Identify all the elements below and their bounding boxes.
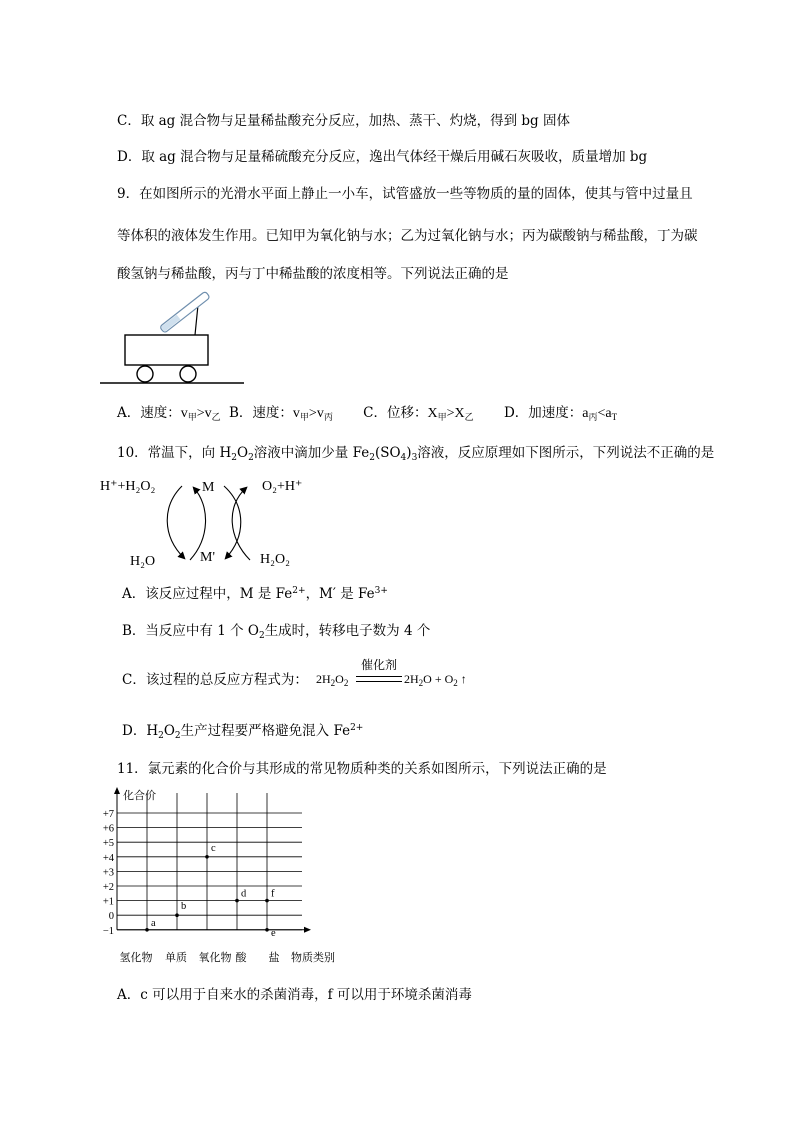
point-label-c: c [211, 842, 216, 854]
q9-stem-line1: 9．在如图所示的光滑水平面上静止一小车，试管盛放一些等物质的量的固体，使其与管中过量且 [117, 186, 693, 202]
equation-right: $2H_2O + O_2$ ↑ [404, 672, 467, 688]
equation-left: $2H_2O_2$ [316, 672, 349, 688]
x-axis-arrow [304, 927, 311, 933]
cart-body [125, 335, 208, 365]
cycle-top-left: H⁺+H₂O₂ [100, 479, 156, 494]
sub-text: 甲 [437, 412, 447, 422]
q11-stem: 11．氯元素的化合价与其形成的常见物质种类的关系如图所示，下列说法正确的是 [117, 761, 607, 777]
x-category-label: 氢化物 [119, 950, 153, 964]
q9-stem-line3: 酸氢钠与稀盐酸，丙与丁中稀盐酸的浓度相等。下列说法正确的是 [117, 266, 509, 282]
x-axis-label: 物质类别 [291, 950, 335, 964]
cycle-bot-left: H₂O [130, 554, 156, 569]
x-category-label: 氧化物 [198, 950, 232, 964]
y-tick-label: +3 [102, 867, 114, 879]
text-part: 生成时，转移电子数为 4 个 [264, 623, 431, 639]
point-label-b: b [181, 901, 187, 913]
point-f [265, 899, 269, 903]
q10-stem: 10．常温下，向 $H_2O_2$溶液中滴加少量 $Fe_2(SO_4)_3$溶液，反应原理如下图所示，下列说法不正确的是 [117, 445, 715, 463]
x-category-label: 盐 [268, 950, 280, 964]
point-c [205, 855, 209, 859]
sub-text: 甲 [299, 412, 309, 422]
q10-option-b: B．当反应中有 1 个 $O_2$生成时，转移电子数为 4 个 [122, 623, 431, 641]
arc-left-down [167, 486, 184, 558]
sub-text: 丙 [323, 412, 333, 422]
test-tube [160, 291, 211, 333]
cycle-top-mid: M [202, 480, 215, 495]
q9-options: A．速度：$v_甲>v_乙$ B．速度：$v_甲>v_丙$ C．位移：$X_甲>X_乙$ D．加速度：$a_丙<a_T$ [117, 405, 618, 422]
q10-option-d: D．$H_2O_2$生产过程要严格避免混入 $Fe^{2+}$ [122, 723, 364, 741]
q9-option-b-label: B．速度： [228, 405, 293, 421]
text-part: ) [406, 445, 412, 461]
y-tick-label: 0 [108, 911, 114, 923]
y-tick-label: +1 [102, 896, 114, 908]
point-label-e: e [271, 927, 276, 939]
q11-option-a: A．c 可以用于自来水的杀菌消毒，f 可以用于环境杀菌消毒 [117, 987, 472, 1003]
cart-wheel-right [180, 366, 196, 382]
y-axis-arrow [114, 787, 120, 794]
text-part: O [163, 723, 175, 739]
cycle-bot-right: H₂O₂ [260, 552, 290, 567]
point-label-d: d [241, 888, 247, 900]
q8-option-d: D．取 ag 混合物与足量稀硫酸充分反应，逸出气体经干燥后用碱石灰吸收，质量增加 bg [117, 149, 648, 165]
sub-text: T [611, 412, 618, 422]
cycle-top-right: O₂+H⁺ [262, 479, 303, 494]
valence-chart-svg [92, 785, 342, 975]
y-tick-label: −1 [102, 925, 114, 937]
point-label-f: f [271, 888, 275, 900]
q10-option-a: A．该反应过程中，M 是 $Fe^{2+}$，M′ 是 $Fe^{3+}$ [122, 586, 388, 602]
y-tick-label: +5 [102, 838, 114, 850]
valence-chart [92, 785, 342, 975]
text-part: O [236, 445, 249, 461]
text-part: ，M′ 是 Fe [305, 586, 375, 602]
cart-figure [98, 290, 248, 390]
cart-wheel-left [137, 366, 153, 382]
text-part: A．该反应过程中，M 是 Fe [122, 586, 293, 602]
y-tick-label: +6 [102, 823, 114, 835]
q9-option-c-label: C．位移： [363, 405, 428, 421]
x-category-label: 单质 [165, 950, 187, 964]
point-e [265, 928, 269, 932]
cycle-bot-mid: M' [200, 550, 215, 565]
point-d [235, 899, 239, 903]
text-part: D．H [122, 723, 159, 739]
y-tick-label: +4 [102, 852, 114, 864]
text-part: (SO [374, 445, 401, 461]
q8-option-c: C．取 ag 混合物与足量稀盐酸充分反应，加热、蒸干、灼烧，得到 bg 固体 [117, 113, 570, 129]
y-tick-label: +7 [102, 809, 114, 820]
equation-equals [356, 676, 402, 682]
text-part: 溶液中滴加少量 Fe [253, 445, 370, 461]
point-b [175, 913, 179, 917]
q9-option-a-label: A．速度： [117, 405, 181, 421]
q10-option-c [122, 670, 308, 690]
y-axis-label: 化合价 [123, 789, 156, 802]
q9-option-d-label: D．加速度： [503, 405, 583, 421]
point-label-a: a [151, 917, 156, 929]
q9-stem-line2: 等体积的液体发生作用。已知甲为氧化钠与水；乙为过氧化钠与水；丙为碳酸钠与稀盐酸，丁为碳 [117, 228, 698, 244]
sub-text: 甲 [187, 412, 197, 422]
point-a [145, 928, 149, 932]
text-part: 10．常温下，向 H [117, 445, 232, 461]
sub-text: 乙 [464, 412, 474, 422]
catalyst-label: 催化剂 [360, 658, 397, 672]
sub-text: 丙 [588, 412, 598, 422]
catalytic-cycle-diagram [100, 476, 320, 576]
y-tick-label: +2 [102, 882, 114, 893]
x-category-label: 酸 [235, 950, 247, 964]
text-part: B．当反应中有 1 个 O [122, 623, 259, 639]
text-part: 生产过程要严格避免混入 Fe [180, 723, 351, 739]
text-part: 溶液，反应原理如下图所示，下列说法不正确的是 [417, 445, 715, 461]
text-part: C．该过程的总反应方程式为： [122, 672, 308, 688]
sub-text: 乙 [211, 412, 221, 422]
